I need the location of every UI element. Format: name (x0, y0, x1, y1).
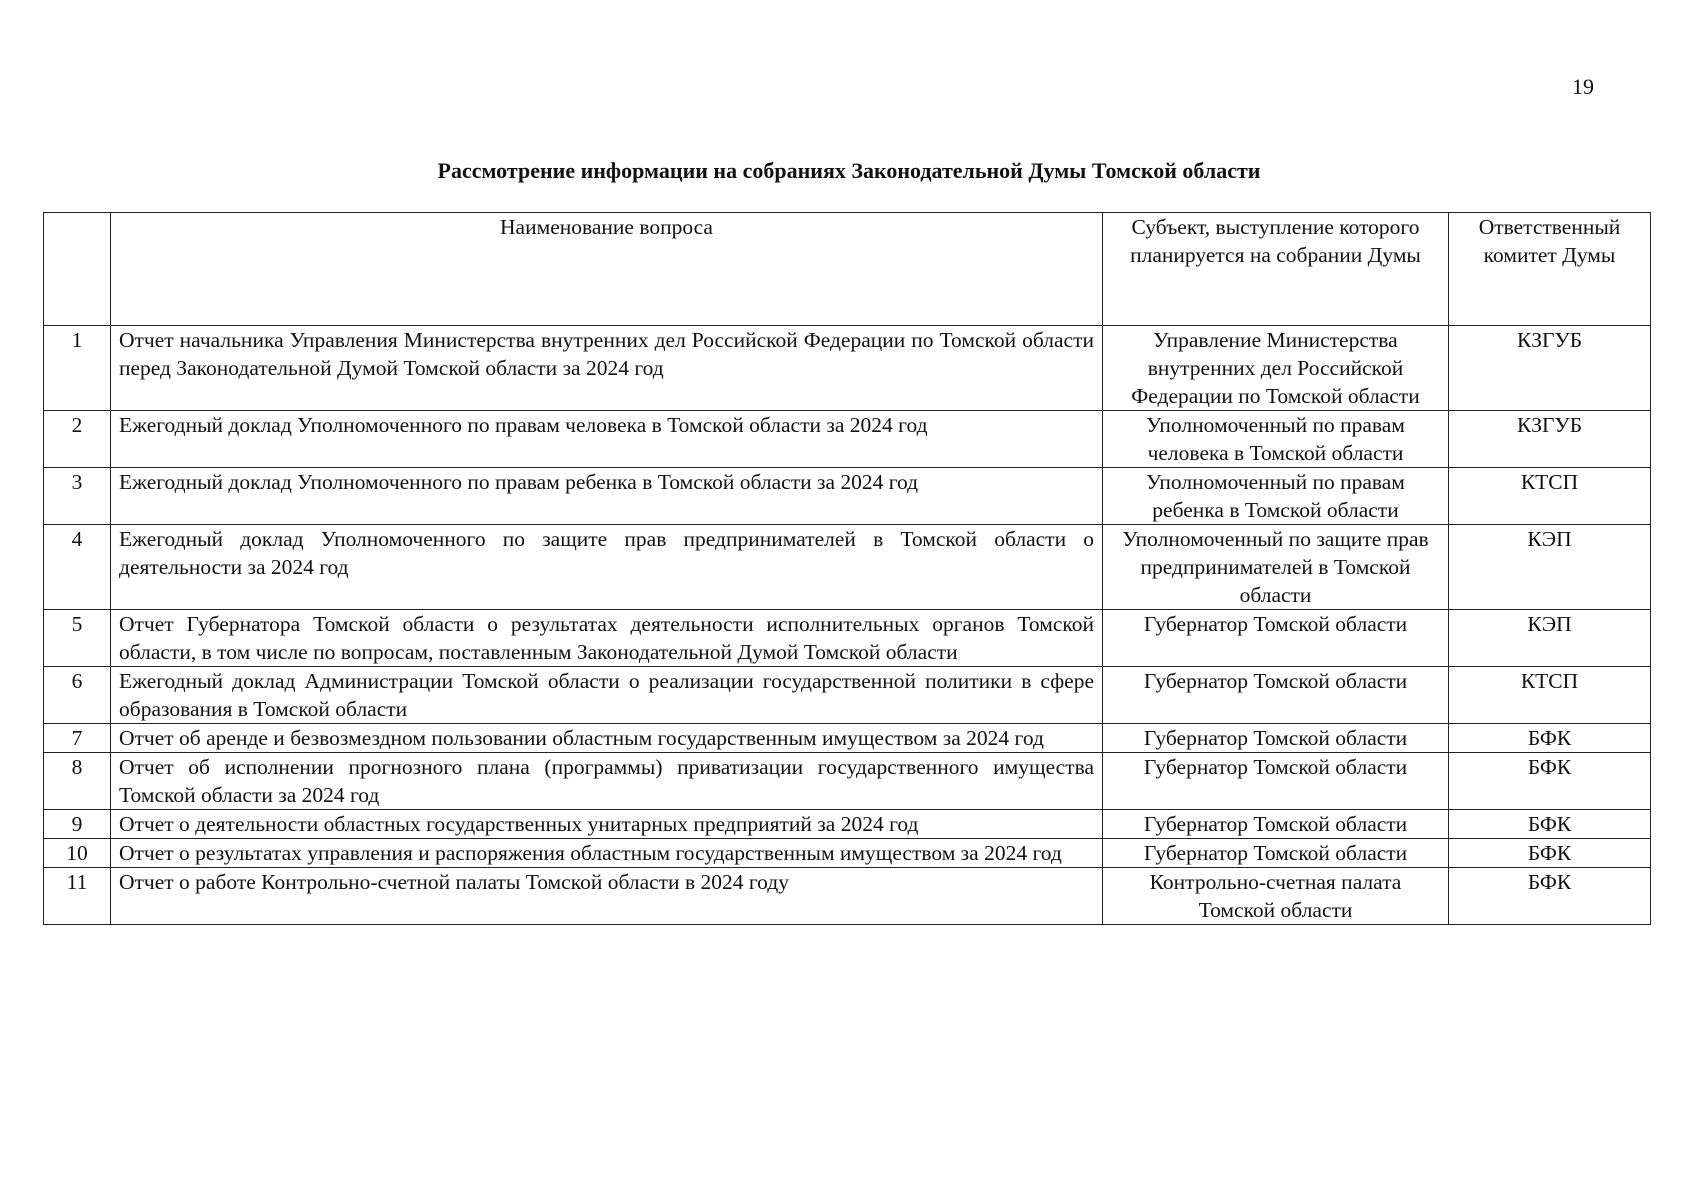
header-name: Наименование вопроса (111, 213, 1103, 326)
table-row (44, 724, 1651, 753)
row-subject: Контрольно-счетная палата Томской области (1103, 868, 1449, 925)
row-num: 10 (44, 839, 111, 868)
row-name: Ежегодный доклад Администрации Томской области о реализации государственной политики в сфере образования в Томской области (111, 667, 1103, 724)
table-row (44, 839, 1651, 868)
row-name: Отчет об исполнении прогнозного плана (программы) приватизации государственного имущества Томской области за 2024 год (111, 753, 1103, 810)
row-name: Отчет о работе Контрольно-счетной палаты Томской области в 2024 году (111, 868, 1103, 925)
row-subject: Губернатор Томской области (1103, 810, 1449, 839)
row-committee: БФК (1449, 839, 1651, 868)
row-subject: Губернатор Томской области (1103, 610, 1449, 667)
table-row (44, 868, 1651, 925)
page-number: 19 (1572, 74, 1594, 99)
row-name: Отчет о деятельности областных государственных унитарных предприятий за 2024 год (111, 810, 1103, 839)
row-name: Ежегодный доклад Уполномоченного по правам ребенка в Томской области за 2024 год (111, 468, 1103, 525)
row-committee: БФК (1449, 753, 1651, 810)
row-subject: Уполномоченный по правам человека в Томской области (1103, 411, 1449, 468)
row-num: 8 (44, 753, 111, 810)
row-name: Отчет Губернатора Томской области о результатах деятельности исполнительных органов Томской области, в том числе по вопросам, поставленным Законодательной Думой Томской области (111, 610, 1103, 667)
row-committee: КЭП (1449, 610, 1651, 667)
row-subject: Управление Министерства внутренних дел Российской Федерации по Томской области (1103, 326, 1449, 411)
row-subject: Уполномоченный по защите прав предпринимателей в Томской области (1103, 525, 1449, 610)
row-committee: КТСП (1449, 468, 1651, 525)
table-row (44, 525, 1651, 610)
table-header-row (44, 213, 1651, 326)
row-subject: Губернатор Томской области (1103, 753, 1449, 810)
row-name: Отчет о результатах управления и распоряжения областным государственным имуществом за 2024 год (111, 839, 1103, 868)
row-name: Отчет об аренде и безвозмездном пользовании областным государственным имуществом за 2024 год (111, 724, 1103, 753)
row-subject: Уполномоченный по правам ребенка в Томской области (1103, 468, 1449, 525)
page-title: Рассмотрение информации на собраниях Законодательной Думы Томской области (437, 158, 1261, 183)
row-name: Ежегодный доклад Уполномоченного по правам человека в Томской области за 2024 год (111, 411, 1103, 468)
table-row (44, 411, 1651, 468)
row-name: Отчет начальника Управления Министерства внутренних дел Российской Федерации по Томской области перед Законодательной Думой Томской области за 2024 год (111, 326, 1103, 411)
row-committee: КЭП (1449, 525, 1651, 610)
row-committee: БФК (1449, 810, 1651, 839)
table-row (44, 468, 1651, 525)
row-num: 5 (44, 610, 111, 667)
header-num (44, 213, 111, 326)
row-num: 9 (44, 810, 111, 839)
row-num: 11 (44, 868, 111, 925)
table-row (44, 667, 1651, 724)
row-num: 6 (44, 667, 111, 724)
row-committee: КТСП (1449, 667, 1651, 724)
table-row (44, 326, 1651, 411)
table-row (44, 810, 1651, 839)
table-row (44, 753, 1651, 810)
row-committee: КЗГУБ (1449, 326, 1651, 411)
row-subject: Губернатор Томской области (1103, 667, 1449, 724)
row-num: 3 (44, 468, 111, 525)
header-committee: Ответственный комитет Думы (1449, 213, 1651, 326)
row-committee: БФК (1449, 868, 1651, 925)
row-num: 2 (44, 411, 111, 468)
row-committee: БФК (1449, 724, 1651, 753)
row-num: 7 (44, 724, 111, 753)
agenda-table (43, 212, 1651, 925)
row-num: 4 (44, 525, 111, 610)
row-num: 1 (44, 326, 111, 411)
row-subject: Губернатор Томской области (1103, 724, 1449, 753)
row-name: Ежегодный доклад Уполномоченного по защите прав предпринимателей в Томской области о деятельности за 2024 год (111, 525, 1103, 610)
header-subject: Субъект, выступление которого планируется на собрании Думы (1103, 213, 1449, 326)
table-row (44, 610, 1651, 667)
row-committee: КЗГУБ (1449, 411, 1651, 468)
row-subject: Губернатор Томской области (1103, 839, 1449, 868)
